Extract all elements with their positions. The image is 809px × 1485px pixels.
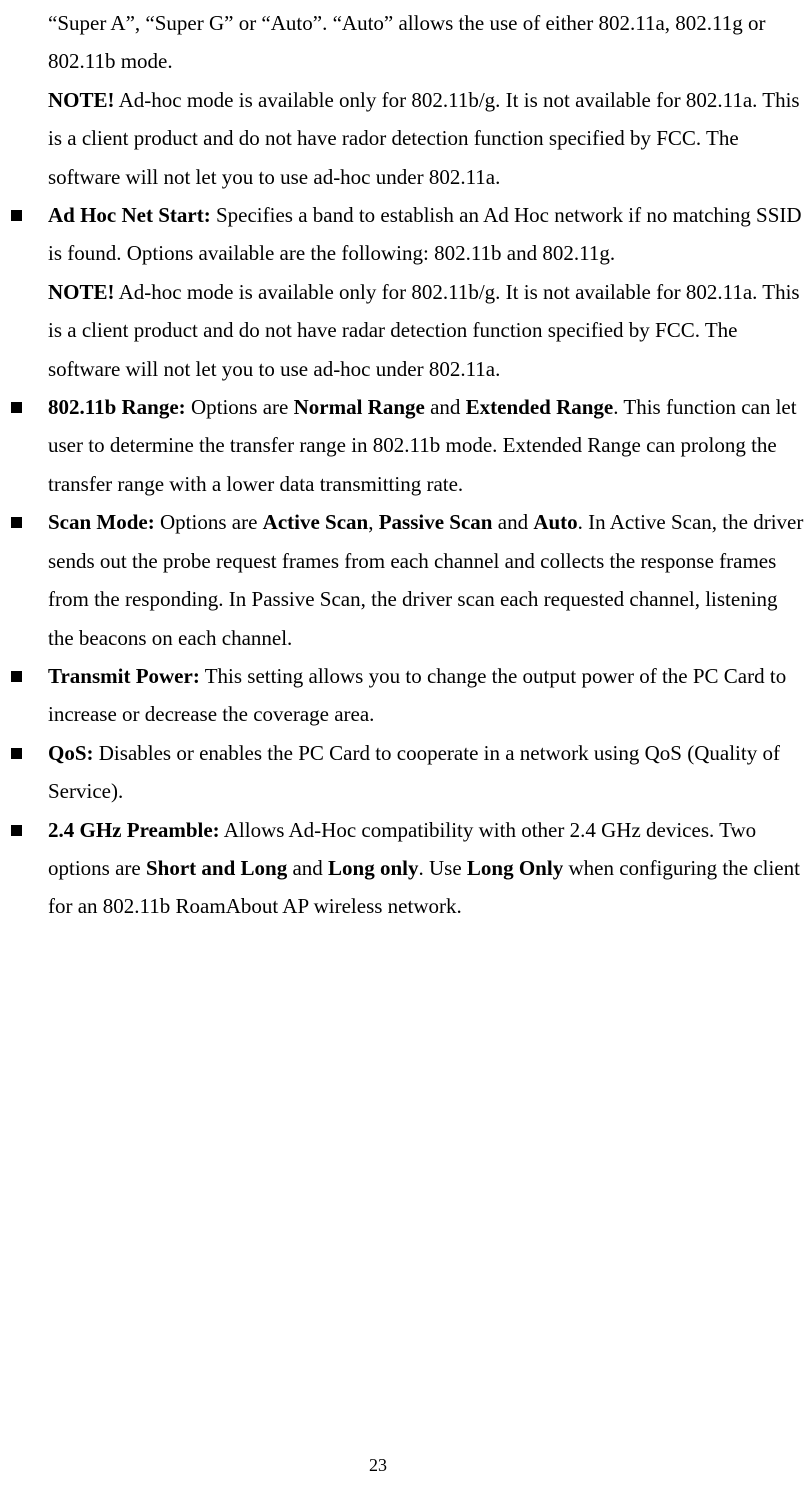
- square-bullet-icon: [11, 402, 22, 413]
- item-label: QoS:: [48, 740, 94, 765]
- ad-hoc-net-start-note: NOTE! Ad-hoc mode is available only for 802.11b/g. It is not available for 802.11a. This is a client product and do not have radar detection function specified by FCC. The software will not let you to use ad-hoc under 802.11a.: [48, 279, 800, 381]
- list-item-scan-mode: Scan Mode: Options are Active Scan, Passive Scan and Auto. In Active Scan, the driver sends out the probe request frames from each channel and collects the response frames from the responding. In Passive Scan, the driver scan each requested channel, listening the beacons on each channel.: [48, 503, 806, 657]
- item-label: Transmit Power:: [48, 663, 200, 688]
- note-label: NOTE!: [48, 279, 115, 304]
- item-label: Ad Hoc Net Start:: [48, 203, 211, 228]
- item-label: 2.4 GHz Preamble:: [48, 817, 220, 842]
- item-label: Scan Mode:: [48, 510, 155, 535]
- page-number: 23: [369, 1455, 387, 1475]
- list-item-transmit-power: Transmit Power: This setting allows you to change the output power of the PC Card to increase or decrease the coverage area.: [48, 657, 806, 734]
- list-item-ad-hoc-net-start: Ad Hoc Net Start: Specifies a band to establish an Ad Hoc network if no matching SSID is found. Options available are the following: 802.11b and 802.11g.: [48, 196, 806, 273]
- note-label: NOTE!: [48, 87, 115, 112]
- square-bullet-icon: [11, 210, 22, 221]
- intro-paragraph: “Super A”, “Super G” or “Auto”. “Auto” allows the use of either 802.11a, 802.11g or 802.11b mode.: [48, 11, 766, 74]
- square-bullet-icon: [11, 748, 22, 759]
- list-item-80211b-range: 802.11b Range: Options are Normal Range and Extended Range. This function can let user to determine the transfer range in 802.11b mode. Extended Range can prolong the transfer range with a lower data transmitting rate.: [48, 388, 806, 503]
- square-bullet-icon: [11, 517, 22, 528]
- item-label: 802.11b Range:: [48, 395, 186, 420]
- square-bullet-icon: [11, 671, 22, 682]
- list-item-preamble: 2.4 GHz Preamble: Allows Ad-Hoc compatibility with other 2.4 GHz devices. Two options are Short and Long and Long only. Use Long Only when configuring the client for an 802.11b RoamAbout AP wireless network.: [48, 811, 806, 926]
- intro-note: NOTE! Ad-hoc mode is available only for 802.11b/g. It is not available for 802.11a. This is a client product and do not have rador detection function specified by FCC. The software will not let you to use ad-hoc under 802.11a.: [48, 87, 800, 189]
- page-content: [48, 4, 806, 926]
- list-item-qos: QoS: Disables or enables the PC Card to cooperate in a network using QoS (Quality of Service).: [48, 734, 806, 811]
- square-bullet-icon: [11, 825, 22, 836]
